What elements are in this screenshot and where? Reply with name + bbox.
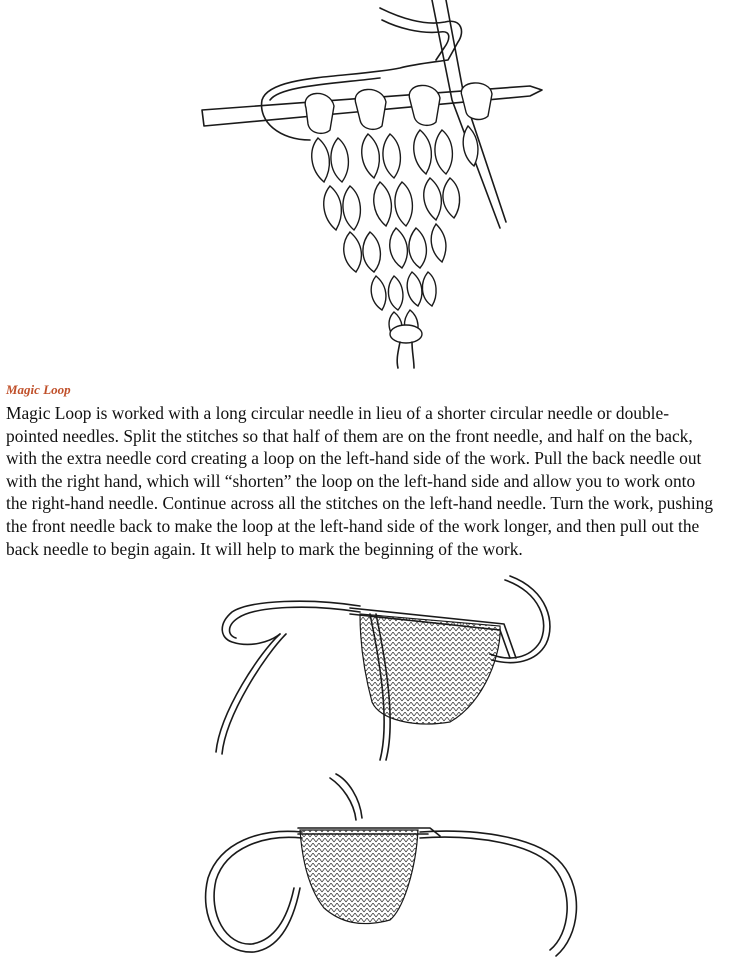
body-line: with the extra needle cord creating a loop on the left-hand side of the work. Pull the back needle out — [6, 448, 702, 469]
body-line: with the right hand, which will “shorten” the loop on the left-hand side and allow you to work onto — [6, 470, 696, 491]
magic-loop-turned-work-icon — [190, 768, 600, 968]
section-heading: Magic Loop — [6, 382, 71, 397]
body-line: pointed needles. Split the stitches so that half of them are on the front needle, and half on the back, — [6, 425, 693, 446]
body-line: the front needle back to make the loop at the left-hand side of the work longer, and then pull out the — [6, 515, 700, 536]
magic-loop-circular-needle-icon — [210, 572, 560, 762]
body-paragraph — [6, 402, 742, 560]
body-line: back needle to begin again. It will help to mark the beginning of the work. — [6, 538, 523, 559]
body-line: the right-hand needle. Continue across all the stitches on the left-hand needle. Turn the work, pushing — [6, 493, 714, 514]
body-line: Magic Loop is worked with a long circular needle in lieu of a shorter circular needle or double- — [6, 403, 670, 423]
knitting-needles-stitches-icon — [200, 0, 560, 370]
